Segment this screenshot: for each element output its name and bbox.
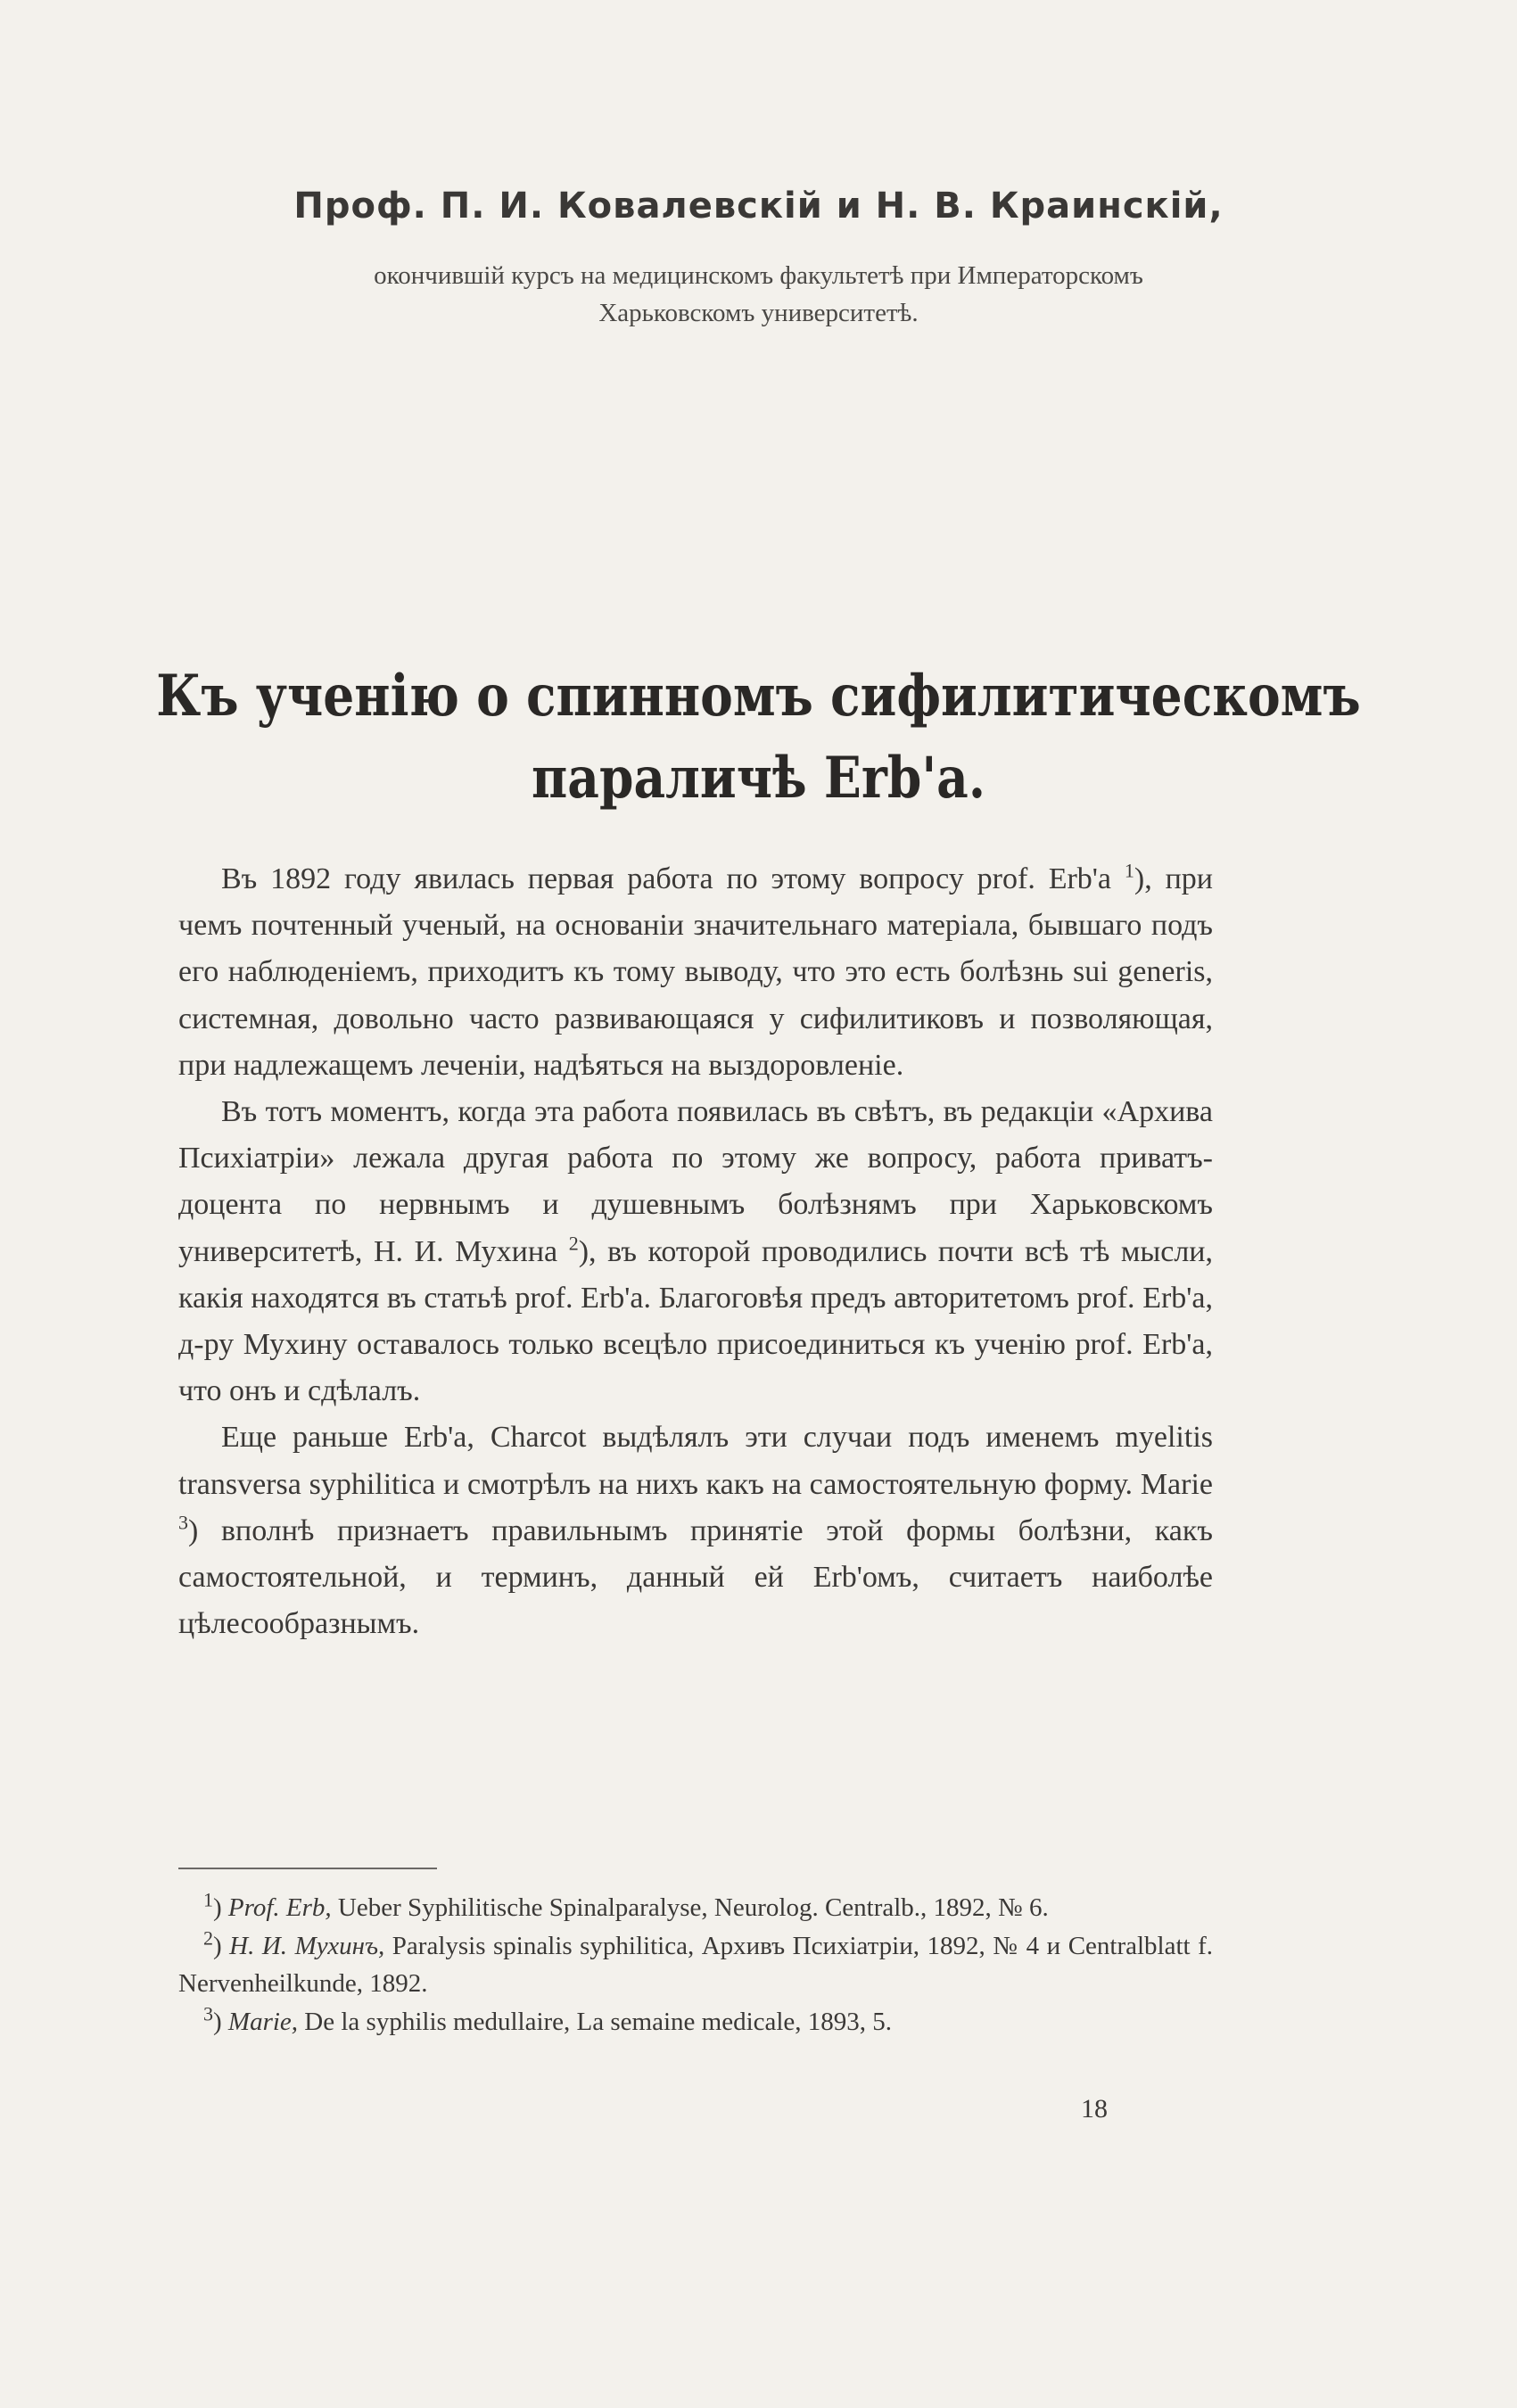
footnote-ref: 3 <box>178 1511 188 1534</box>
footnote-author: Prof. Erb, <box>227 1893 332 1922</box>
author-affiliation <box>0 257 1517 332</box>
footnote-text: Paralysis spinalis syphilitica, Архивъ Психiатрiи, 1892, № 4 и Centralblatt f. Nervenheilkunde, 1892. <box>178 1931 1214 1998</box>
title-line: Къ ученiю о спинномъ сифилитическомъ <box>156 663 1361 730</box>
footnote-author: Marie, <box>227 2007 299 2036</box>
page-number: 18 <box>1081 2094 1108 2123</box>
footnote-marker: 3 <box>203 2001 213 2025</box>
footnote-divider <box>178 1868 437 1869</box>
paragraph: Въ тотъ моментъ, когда эта работа появилась въ свѣтъ, въ редакцiи «Архива Психiатрiи» лежала другая работа по этому же вопросу, работа приватъ-доцента по нервнымъ и душевнымъ болѣзнямъ при Харьковскомъ университетѣ, Н. И. Мухина $^2$), въ которой проводились почти всѣ тѣ мысли, какiя находятся въ статьѣ prof. Erb'a. Благоговѣя предъ авторитетомъ prof. Erb'a, д-ру Мухину оставалось только всецѣло присоединиться къ ученiю prof. Erb'a, что онъ и сдѣлалъ. <box>178 1095 1214 1408</box>
article-body <box>178 856 1213 1647</box>
footnote-marker: 2 <box>203 1926 213 1949</box>
authors-heading: Проф. П. И. Ковалевскiй и Н. В. Краинскiй, <box>293 186 1224 227</box>
footnote-text: Ueber Syphilitische Spinalparalyse, Neurolog. Centralb., 1892, № 6. <box>337 1893 1049 1922</box>
title-line: параличѣ Erb'a. <box>532 745 985 812</box>
footnote: $^1$) Prof. Erb, Ueber Syphilitische Spinalparalyse, Neurolog. Centralb., 1892, № 6. <box>203 1888 1049 1922</box>
affiliation-line: окончившiй курсъ на медицинскомъ факультетѣ при Императорскомъ <box>374 261 1143 290</box>
affiliation-line: Харьковскомъ университетѣ. <box>598 299 919 327</box>
article-title <box>106 656 1411 820</box>
footnotes <box>178 1889 1213 2041</box>
footnote-ref: 1 <box>1124 859 1134 882</box>
footnote-text: De la syphilis medullaire, La semaine medicale, 1893, 5. <box>304 2007 893 2036</box>
paragraph: Въ 1892 году явилась первая работа по этому вопросу prof. Erb'a $^1$), при чемъ почтенный ученый, на основанiи значительнаго матерiала, бывшаго подъ его наблюденiемъ, приходитъ къ тому выводу, что это есть болѣзнь sui generis, системная, довольно часто развивающаяся у сифилитиковъ и позволяющая, при надлежащемъ леченiи, надѣяться на выздоровленiе. <box>178 859 1214 1082</box>
footnote-marker: 1 <box>203 1888 213 1911</box>
paragraph: Еще раньше Erb'a, Charcot выдѣлялъ эти случаи подъ именемъ myelitis transversa syphilitica и смотрѣлъ на нихъ какъ на самостоятельную форму. Marie $^3$) вполнѣ признаетъ правильнымъ принятiе этой формы болѣзни, какъ самостоятельной, и терминъ, данный ей Erb'омъ, считаетъ наиболѣе цѣлесообразнымъ. <box>178 1421 1213 1641</box>
footnote: $^2$) Н. И. Мухинъ, Paralysis spinalis syphilitica, Архивъ Психiатрiи, 1892, № 4 и Centralblatt f. Nervenheilkunde, 1892. <box>178 1926 1214 1998</box>
footnote-author: Н. И. Мухинъ, <box>229 1931 385 1960</box>
footnote: $^3$) Marie, De la syphilis medullaire, La semaine medicale, 1893, 5. <box>203 2001 893 2036</box>
footnote-ref: 2 <box>568 1232 579 1255</box>
